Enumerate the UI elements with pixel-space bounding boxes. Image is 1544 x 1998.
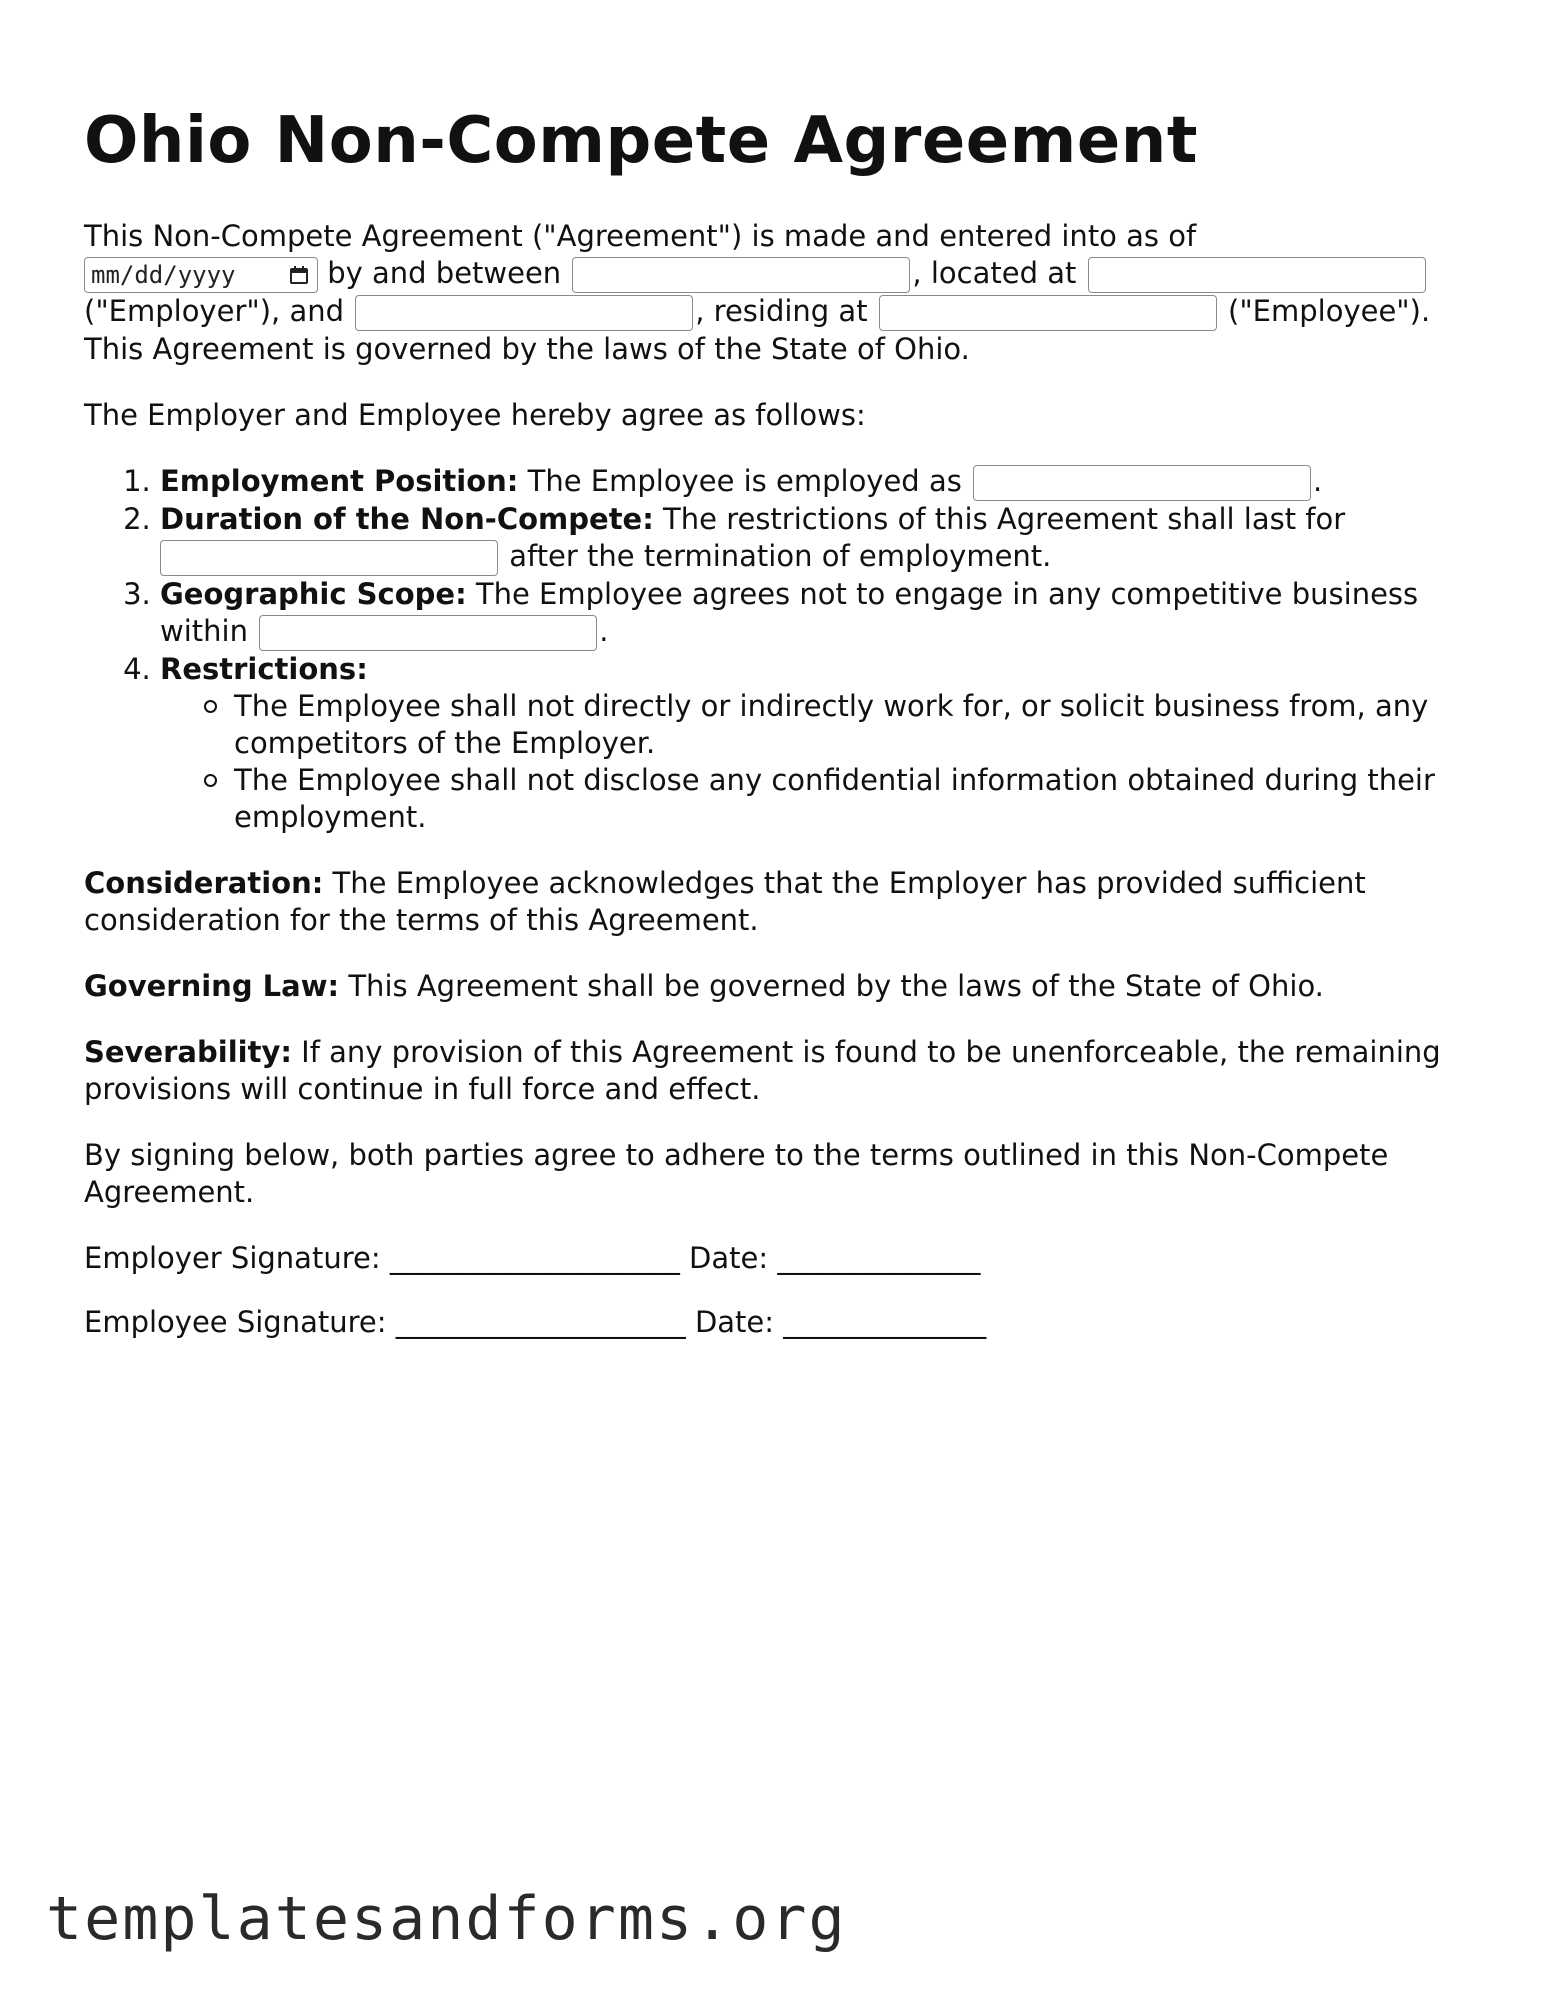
position-input[interactable] [973, 465, 1311, 501]
term-title: Duration of the Non-Compete: [160, 502, 654, 536]
governing-law-text: This Agreement shall be governed by the laws of the State of Ohio. [339, 969, 1324, 1003]
consideration-paragraph [84, 865, 1464, 939]
restrictions-list [160, 688, 1464, 836]
term-title: Restrictions: [160, 652, 368, 686]
intro-text-7: This Agreement is governed by the laws of the State of Ohio. [84, 332, 970, 366]
intro-paragraph [84, 218, 1464, 368]
severability-text: If any provision of this Agreement is found to be unenforceable, the remaining provisions will continue in full force and effect. [84, 1035, 1441, 1106]
term-restrictions [160, 651, 1464, 836]
term-text: The Employee is employed as [518, 464, 972, 498]
employee-address-input[interactable] [879, 295, 1217, 331]
employer-address-input[interactable] [1088, 257, 1426, 293]
severability-title: Severability: [84, 1035, 292, 1069]
governing-law-paragraph [84, 968, 1464, 1005]
calendar-icon[interactable] [289, 265, 309, 285]
term-title: Employment Position: [160, 464, 519, 498]
severability-paragraph [84, 1034, 1464, 1108]
intro-text-5: , residing at [695, 294, 877, 328]
term-title: Geographic Scope: [160, 577, 467, 611]
term-geographic-scope [160, 576, 1464, 651]
term-duration [160, 501, 1464, 576]
term-text-after: after the termination of employment. [500, 539, 1052, 573]
period: . [1313, 464, 1323, 498]
duration-input[interactable] [160, 540, 498, 576]
period: . [599, 614, 609, 648]
term-text: The Employee agrees not to engage in any competitive business within [160, 577, 1419, 648]
term-employment-position [160, 463, 1464, 501]
geographic-scope-input[interactable] [259, 615, 597, 651]
restriction-item: The Employee shall not disclose any confidential information obtained during their employment. [234, 762, 1464, 836]
intro-text-4: ("Employer"), and [84, 294, 354, 328]
agreement-body [84, 218, 1464, 1368]
employee-signature-line: Employee Signature: ____________________ Date: ______________ [84, 1305, 987, 1339]
governing-law-title: Governing Law: [84, 969, 340, 1003]
employer-name-input[interactable] [572, 257, 910, 293]
term-text: The restrictions of this Agreement shall last for [653, 502, 1346, 536]
consideration-title: Consideration: [84, 866, 324, 900]
closing-paragraph: By signing below, both parties agree to adhere to the terms outlined in this Non-Compete Agreement. [84, 1138, 1389, 1209]
consideration-text: The Employee acknowledges that the Employer has provided sufficient consideration for the terms of this Agreement. [84, 866, 1366, 937]
terms-list [84, 463, 1464, 836]
intro-text-3: , located at [912, 256, 1086, 290]
intro-text-6: ("Employee"). [1218, 294, 1431, 328]
agreement-date-input[interactable] [84, 257, 318, 293]
intro-text-2: by and between [318, 256, 571, 290]
date-placeholder: mm/dd/yyyy [91, 260, 236, 289]
agree-line: The Employer and Employee hereby agree as follows: [84, 398, 866, 432]
employer-signature-line: Employer Signature: ____________________ Date: ______________ [84, 1241, 981, 1275]
employee-name-input[interactable] [355, 295, 693, 331]
watermark: templatesandforms.org [46, 1884, 847, 1954]
page-title: Ohio Non-Compete Agreement [84, 104, 1198, 178]
intro-text-1: This Non-Compete Agreement ("Agreement") is made and entered into as of [84, 219, 1197, 253]
restriction-item: The Employee shall not directly or indirectly work for, or solicit business from, any competitors of the Employer. [234, 688, 1464, 762]
